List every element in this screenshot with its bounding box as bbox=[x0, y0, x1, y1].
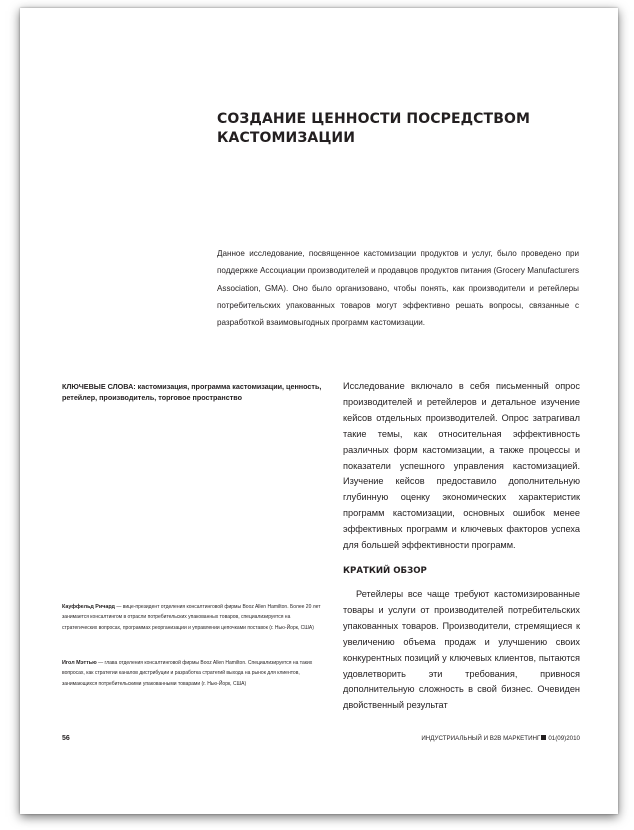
article-title: СОЗДАНИЕ ЦЕННОСТИ ПОСРЕДСТВОМ КАСТОМИЗАЦИИ bbox=[217, 111, 531, 146]
body-overview: Ретейлеры все чаще требуют кастомизированные товары и услуги от производителей потребительских упакованных товаров. Производители, стремящиеся к увеличению объема продаж и улучшению своих конкурентных позиций у ключевых клиентов, пытаются удовлетворить эти требования, привнося дополнительную сложность в свой бизнес. Очевиден двойственный результат bbox=[343, 589, 580, 711]
journal-name: ИНДУСТРИАЛЬНЫЙ И B2B МАРКЕТИНГ bbox=[421, 735, 541, 742]
author-description: — глава отделения консалтинговой фирмы Booz Allen Hamilton. Специализируется на таких вопросах, как стратегии каналов дистрибуции и разработка стратегий выхода на рынок для клиентов, занимающихся потребительскими упакованными товарами (г. Нью-Йорк, США) bbox=[62, 660, 313, 687]
square-bullet-icon bbox=[541, 735, 546, 740]
author-bio bbox=[62, 602, 324, 633]
footer-journal bbox=[421, 734, 580, 744]
author-description: — вице-президент отделения консалтинговой фирмы Booz Allen Hamilton. Более 20 лет занимается консалтингом в отрасли потребительских упакованных товаров, специализируется на стратегических вопросах, программах реорганизации и управлении цепочками поставок (г. Нью-Йорк, США) bbox=[62, 604, 321, 631]
keywords-block bbox=[62, 381, 324, 403]
author-name: Кауффельд Ричард bbox=[62, 604, 115, 610]
article-lead: Данное исследование, посвященное кастомизации продуктов и услуг, было проведено при поддержке Ассоциации производителей и продавцов продуктов питания (Grocery Manufacturers Association, GMA). Оно было организовано, чтобы понять, как производители и ретейлеры потребительских упакованных товаров могут эффективно решать вопросы, связанные с разработкой взаимовыгодных программ кастомизации. bbox=[217, 249, 579, 328]
author-bio bbox=[62, 658, 324, 689]
journal-issue: 01(09)2010 bbox=[548, 735, 580, 742]
keywords-list: кастомизация, программа кастомизации, ценность, ретейлер, производитель, торговое пространство bbox=[62, 382, 322, 402]
section-heading: КРАТКИЙ ОБЗОР bbox=[343, 566, 427, 576]
body-intro: Исследование включало в себя письменный опрос производителей и ретейлеров и детальное изучение кейсов отдельных производителей. Опрос затрагивал такие темы, как относительная эффективность различных форм кастомизации, а также процессы и показатели успешного управления кастомизацией. Изучение кейсов предоставило дополнительную глубинную оценку экономических характеристик программ кастомизации, основных ошибок менее эффективных программ и ключевых факторов успеха для большей эффективности программ. bbox=[343, 381, 580, 551]
author-name: Игол Мэттью bbox=[62, 660, 97, 666]
page-number: 56 bbox=[62, 735, 70, 742]
keywords-label: КЛЮЧЕВЫЕ СЛОВА: bbox=[62, 382, 136, 391]
